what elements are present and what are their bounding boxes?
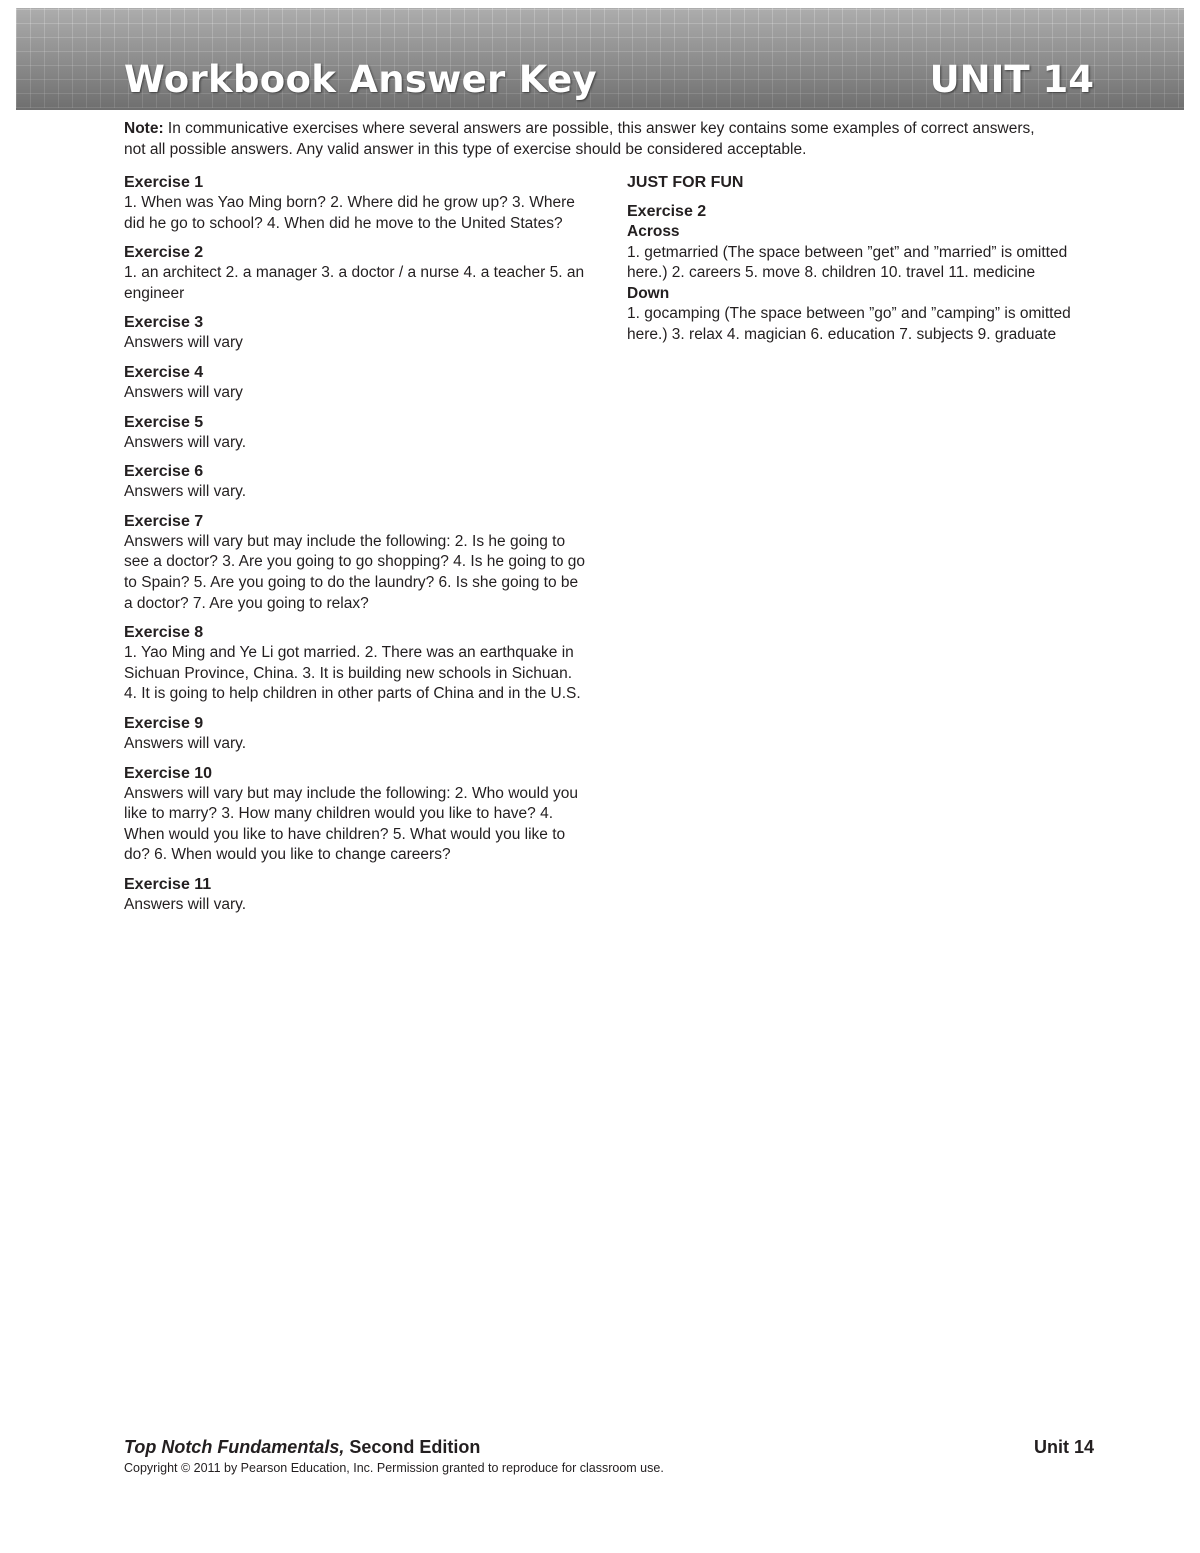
exercise-2 — [124, 242, 589, 304]
across-label: Across — [627, 223, 680, 240]
book-title: Top Notch Fundamentals, — [124, 1437, 345, 1457]
exercise-title: Exercise 8 — [124, 624, 204, 642]
exercise-title: Exercise 9 — [124, 714, 204, 732]
exercise-11 — [124, 874, 589, 916]
exercise-title: Exercise 3 — [124, 314, 204, 332]
exercise-title: Exercise 7 — [124, 512, 204, 530]
page-title: Workbook Answer Key — [124, 58, 597, 101]
note-paragraph — [124, 119, 1044, 160]
exercise-title: Exercise 1 — [124, 174, 204, 191]
exercise-answers: 1. Yao Ming and Ye Li got married. 2. There was an earthquake in Sichuan Province, China. 3. It is building new schools in Sichuan. 4. It is going to help children in other parts of China and in the U.S. — [124, 644, 581, 703]
exercise-answers: Answers will vary. — [124, 483, 247, 501]
exercise-4 — [124, 362, 589, 404]
note-label: Note: — [124, 120, 164, 137]
exercise-9 — [124, 713, 589, 755]
exercise-title: Exercise 5 — [124, 413, 204, 431]
exercise-answers: Answers will vary — [124, 383, 243, 401]
footer-book-title — [124, 1437, 480, 1458]
exercise-6 — [124, 461, 589, 503]
note-text: In communicative exercises where several answers are possible, this answer key contains some examples of correct answers, not all possible answers. Any valid answer in this type of exercise should be considered acceptable. — [124, 120, 1035, 158]
exercise-5 — [124, 412, 589, 454]
exercise-answers: Answers will vary. — [124, 734, 247, 752]
exercise-1 — [124, 172, 589, 234]
exercise-answers: Answers will vary. — [124, 895, 247, 913]
exercise-8 — [124, 622, 589, 705]
exercise-answers: 1. an architect 2. a manager 3. a doctor / a nurse 4. a teacher 5. an engineer — [124, 264, 585, 302]
right-column — [627, 172, 1097, 346]
exercise-answers: Answers will vary but may include the following: 2. Who would you like to marry? 3. How many children would you like to have? 4. When would you like to have children? 5. What would you like to do? 6. When would you like to change careers? — [124, 784, 579, 864]
exercise-answers: Answers will vary but may include the following: 2. Is he going to see a doctor? 3. Are you going to go shopping? 4. Is he going to go to Spain? 5. Are you going to do the laundry? 6. Is she going to be a doctor? 7. Are you going to relax? — [124, 532, 586, 612]
header-banner — [16, 8, 1184, 110]
exercise-answers: Answers will vary — [124, 334, 243, 352]
exercise-title: Exercise 6 — [124, 463, 204, 481]
exercise-title: Exercise 4 — [124, 363, 204, 381]
across-answers: 1. getmarried (The space between ”get” and ”married” is omitted here.) 2. careers 5. move 8. children 10. travel 11. medicine — [627, 243, 1068, 282]
copyright-notice: Copyright © 2011 by Pearson Education, Inc. Permission granted to reproduce for classroom use. — [124, 1461, 664, 1475]
exercise-title: Exercise 2 — [124, 244, 204, 262]
exercise-title: Exercise 10 — [124, 764, 213, 782]
exercise-10 — [124, 763, 589, 866]
exercise-title: Exercise 11 — [124, 875, 212, 893]
exercise-3 — [124, 312, 589, 354]
down-label: Down — [627, 284, 670, 302]
just-for-fun-heading: JUST FOR FUN — [627, 174, 744, 191]
unit-label: UNIT 14 — [929, 58, 1094, 101]
footer-unit-label: Unit 14 — [1033, 1437, 1094, 1457]
down-answers: 1. gocamping (The space between ”go” and ”camping” is omitted here.) 3. relax 4. magician 6. education 7. subjects 9. graduate — [627, 305, 1071, 343]
exercise-title: Exercise 2 — [627, 203, 707, 220]
exercise-answers: Answers will vary. — [124, 433, 247, 451]
left-column — [124, 172, 589, 923]
exercise-7 — [124, 511, 589, 614]
exercise-answers: 1. When was Yao Ming born? 2. Where did he grow up? 3. Where did he go to school? 4. When did he move to the United States? — [124, 194, 575, 232]
book-edition: Second Edition — [344, 1437, 481, 1457]
